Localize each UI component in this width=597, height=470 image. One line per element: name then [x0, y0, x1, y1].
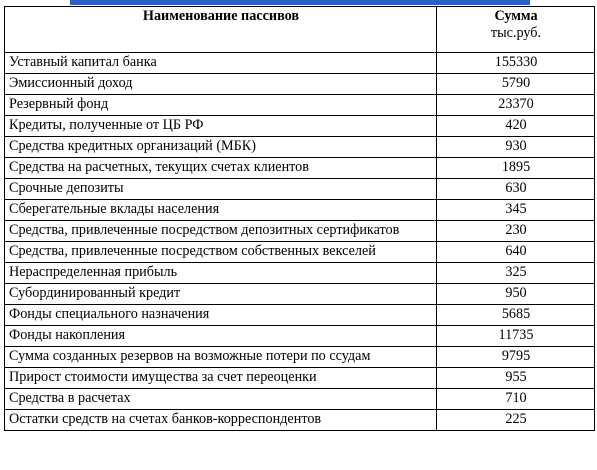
row-value-cell: 420 — [437, 116, 595, 137]
row-name-cell: Срочные депозиты — [5, 179, 437, 200]
highlight-strip — [70, 0, 530, 5]
header-sum-title: Сумма — [494, 8, 538, 24]
table-row — [5, 368, 595, 389]
row-name-cell: Средства, привлеченные посредством собственных векселей — [5, 242, 437, 263]
table-row — [5, 74, 595, 95]
row-name-cell: Сберегательные вклады населения — [5, 200, 437, 221]
row-value-cell: 630 — [437, 179, 595, 200]
row-name-cell: Прирост стоимости имущества за счет переоценки — [5, 368, 437, 389]
row-name-cell: Кредиты, полученные от ЦБ РФ — [5, 116, 437, 137]
row-value-cell: 1895 — [437, 158, 595, 179]
row-value-cell: 230 — [437, 221, 595, 242]
row-name-cell: Средства кредитных организаций (МБК) — [5, 137, 437, 158]
row-value-cell: 950 — [437, 284, 595, 305]
row-value-cell: 325 — [437, 263, 595, 284]
table-row — [5, 179, 595, 200]
row-name-cell: Нераспределенная прибыль — [5, 263, 437, 284]
row-value-cell: 345 — [437, 200, 595, 221]
table-row — [5, 137, 595, 158]
table-row — [5, 95, 595, 116]
row-value-cell: 640 — [437, 242, 595, 263]
row-name-cell: Субординированный кредит — [5, 284, 437, 305]
table-row — [5, 53, 595, 74]
table-row — [5, 305, 595, 326]
table-row — [5, 242, 595, 263]
table-row — [5, 200, 595, 221]
row-name-cell: Средства на расчетных, текущих счетах клиентов — [5, 158, 437, 179]
row-name-cell: Остатки средств на счетах банков-корреспондентов — [5, 410, 437, 431]
table-row — [5, 284, 595, 305]
row-value-cell: 155330 — [437, 53, 595, 74]
liabilities-table — [4, 6, 595, 431]
row-value-cell: 930 — [437, 137, 595, 158]
row-name-cell: Сумма созданных резервов на возможные потери по ссудам — [5, 347, 437, 368]
table-row — [5, 410, 595, 431]
row-name-cell: Фонды специального назначения — [5, 305, 437, 326]
row-value-cell: 23370 — [437, 95, 595, 116]
header-sum-column — [437, 7, 595, 53]
row-value-cell: 955 — [437, 368, 595, 389]
header-name-column: Наименование пассивов — [5, 7, 437, 53]
row-name-cell: Средства, привлеченные посредством депозитных сертификатов — [5, 221, 437, 242]
row-name-cell: Средства в расчетах — [5, 389, 437, 410]
table-row — [5, 263, 595, 284]
row-name-cell: Эмиссионный доход — [5, 74, 437, 95]
table-body — [5, 53, 595, 431]
row-value-cell: 11735 — [437, 326, 595, 347]
table-row — [5, 116, 595, 137]
row-value-cell: 5790 — [437, 74, 595, 95]
table-row — [5, 221, 595, 242]
row-value-cell: 710 — [437, 389, 595, 410]
header-sum-unit: тыс.руб. — [490, 25, 542, 41]
table-row — [5, 326, 595, 347]
row-value-cell: 9795 — [437, 347, 595, 368]
row-name-cell: Уставный капитал банка — [5, 53, 437, 74]
table-row — [5, 389, 595, 410]
table-row — [5, 347, 595, 368]
table-row — [5, 158, 595, 179]
row-value-cell: 225 — [437, 410, 595, 431]
table-header-row — [5, 7, 595, 53]
row-name-cell: Резервный фонд — [5, 95, 437, 116]
row-value-cell: 5685 — [437, 305, 595, 326]
row-name-cell: Фонды накопления — [5, 326, 437, 347]
